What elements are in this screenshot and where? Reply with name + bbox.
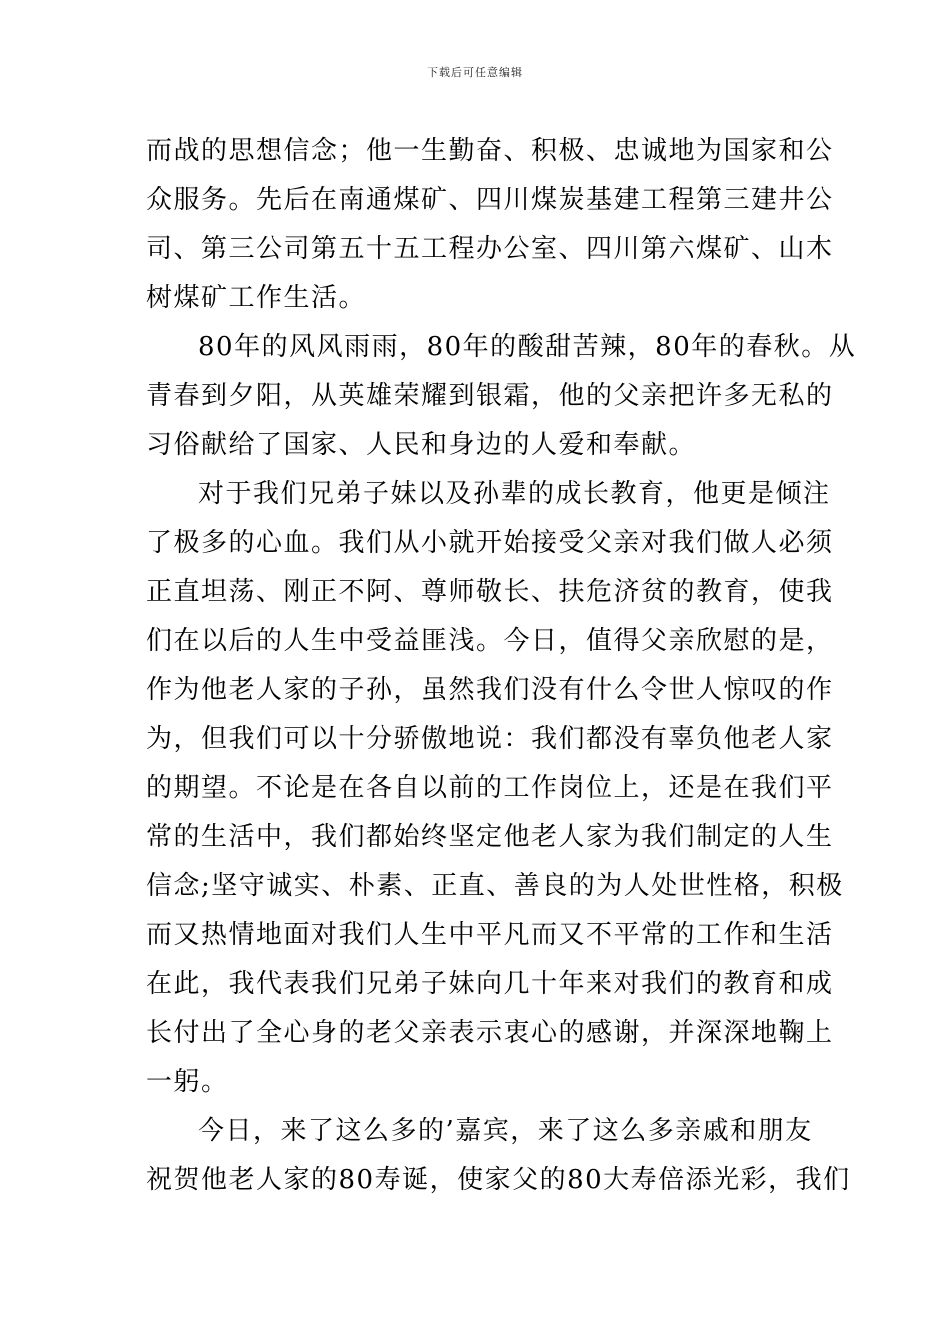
text-line: 祝贺他老人家的80寿诞，使家父的80大寿倍添光彩，我们 <box>146 1165 851 1195</box>
paragraph <box>146 1107 851 1205</box>
text-line: 对于我们兄弟子妹以及孙辈的成长教育，他更是倾注 <box>198 479 831 509</box>
text-line: 的期望。不论是在各自以前的工作岗位上，还是在我们平 <box>146 773 834 803</box>
text-line: 作为他老人家的子孙，虽然我们没有什么令世人惊叹的作 <box>146 675 834 705</box>
text-line: 而战的思想信念；他一生勤奋、积极、忠诚地为国家和公 <box>146 136 834 166</box>
text-line: 在此，我代表我们兄弟子妹向几十年来对我们的教育和成 <box>146 969 834 999</box>
paragraph <box>146 127 834 323</box>
text-line: 一躬。 <box>146 1067 229 1097</box>
text-line: 树煤矿工作生活。 <box>146 283 367 313</box>
text-line: 习俗献给了国家、人民和身边的人爱和奉献。 <box>146 430 697 460</box>
text-line: 了极多的心血。我们从小就开始接受父亲对我们做人必须 <box>146 528 834 558</box>
paragraph <box>146 470 844 1107</box>
text-line: 而又热情地面对我们人生中平凡而又不平常的工作和生活 <box>146 920 834 950</box>
text-line: 80年的风风雨雨，80年的酸甜苦辣，80年的春秋。从 <box>198 332 857 362</box>
document-body <box>146 127 857 1205</box>
text-line: 青春到夕阳，从英雄荣耀到银霜，他的父亲把许多无私的 <box>146 381 834 411</box>
text-line: 众服务。先后在南通煤矿、四川煤炭基建工程第三建井公 <box>146 185 834 215</box>
page-header: 下载后可任意编辑 <box>427 66 523 79</box>
text-line: 信念;坚守诚实、朴素、正直、善良的为人处世性格，积极 <box>146 871 844 901</box>
text-line: 为，但我们可以十分骄傲地说：我们都没有辜负他老人家 <box>146 724 834 754</box>
text-line: 今日，来了这么多的’嘉宾，来了这么多亲戚和朋友 <box>198 1116 813 1146</box>
text-line: 长付出了全心身的老父亲表示衷心的感谢，并深深地鞠上 <box>146 1018 834 1048</box>
text-line: 司、第三公司第五十五工程办公室、四川第六煤矿、山木 <box>146 234 834 264</box>
text-line: 们在以后的人生中受益匪浅。今日，值得父亲欣慰的是， <box>146 626 834 656</box>
text-line: 常的生活中，我们都始终坚定他老人家为我们制定的人生 <box>146 822 834 852</box>
text-line: 正直坦荡、刚正不阿、尊师敬长、扶危济贫的教育，使我 <box>146 577 834 607</box>
paragraph <box>146 323 857 470</box>
